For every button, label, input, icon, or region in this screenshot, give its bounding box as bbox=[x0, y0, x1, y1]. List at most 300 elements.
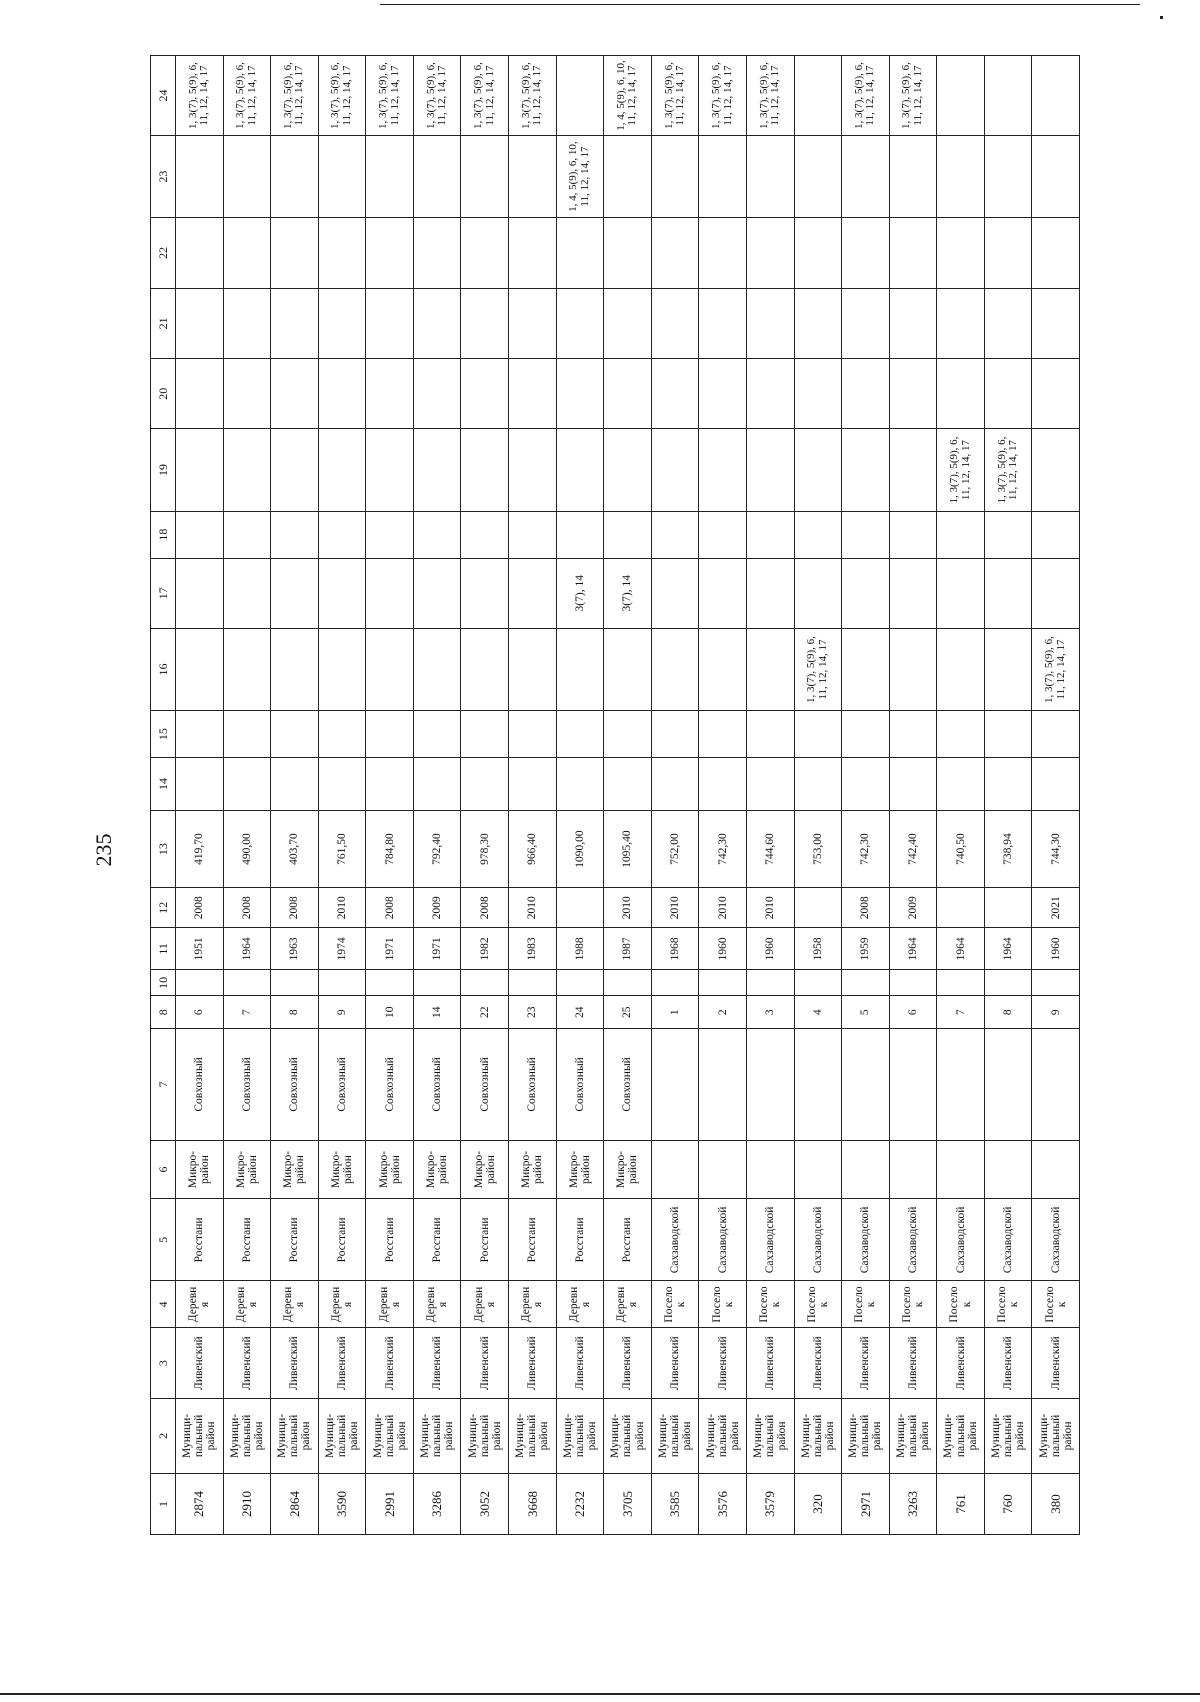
table-cell: 2009 bbox=[889, 888, 937, 928]
table-cell: 1971 bbox=[413, 928, 461, 970]
table-cell bbox=[842, 628, 890, 710]
table-cell bbox=[223, 288, 271, 358]
table-cell: Муници-пальный район bbox=[509, 1398, 557, 1473]
table-cell: 1959 bbox=[842, 928, 890, 970]
table-cell bbox=[1032, 558, 1080, 628]
table-cell bbox=[699, 429, 747, 511]
table-cell: Микро-район bbox=[176, 1140, 224, 1199]
table-cell: Ливенский bbox=[318, 1328, 366, 1398]
table-cell bbox=[889, 218, 937, 288]
table-cell: 1951 bbox=[176, 928, 224, 970]
table-cell bbox=[746, 758, 794, 811]
table-cell bbox=[271, 558, 319, 628]
table-cell bbox=[1032, 1029, 1080, 1141]
table-cell bbox=[1032, 218, 1080, 288]
table-cell bbox=[556, 628, 604, 710]
table-cell: 1964 bbox=[937, 928, 985, 970]
table-cell: 403,70 bbox=[271, 810, 319, 887]
table-cell bbox=[461, 511, 509, 558]
table-cell: Сахзаводской bbox=[794, 1199, 842, 1281]
table-cell bbox=[176, 558, 224, 628]
table-cell bbox=[176, 136, 224, 218]
table-cell bbox=[176, 218, 224, 288]
table-cell bbox=[413, 429, 461, 511]
table-cell bbox=[556, 511, 604, 558]
table-cell bbox=[937, 711, 985, 758]
table-cell bbox=[223, 136, 271, 218]
table-cell: 2864 bbox=[271, 1473, 319, 1534]
table-cell: Ливенский bbox=[604, 1328, 652, 1398]
table-cell bbox=[271, 288, 319, 358]
table-cell: Деревня bbox=[413, 1281, 461, 1328]
table-cell: Поселок bbox=[984, 1281, 1032, 1328]
table-body bbox=[176, 56, 1080, 1535]
table-cell: 6 bbox=[889, 996, 937, 1029]
table-cell: Деревня bbox=[366, 1281, 414, 1328]
table-row bbox=[937, 56, 985, 1535]
table-cell bbox=[556, 56, 604, 136]
table-cell bbox=[937, 136, 985, 218]
table-cell bbox=[461, 359, 509, 429]
table-cell: 1960 bbox=[746, 928, 794, 970]
table-cell bbox=[984, 758, 1032, 811]
table-cell: 760 bbox=[984, 1473, 1032, 1534]
table-cell: 1964 bbox=[223, 928, 271, 970]
table-cell: 744,60 bbox=[746, 810, 794, 887]
table-cell: 2008 bbox=[366, 888, 414, 928]
table-cell: 753,00 bbox=[794, 810, 842, 887]
column-header: 17 bbox=[151, 558, 176, 628]
table-cell bbox=[984, 970, 1032, 996]
table-cell bbox=[271, 429, 319, 511]
table-cell bbox=[318, 136, 366, 218]
table-cell: Совхозный bbox=[366, 1029, 414, 1141]
table-cell bbox=[413, 359, 461, 429]
table-cell: Совхозный bbox=[271, 1029, 319, 1141]
table-cell: Совхозный bbox=[223, 1029, 271, 1141]
table-cell: Ливенский bbox=[223, 1328, 271, 1398]
table-cell bbox=[223, 429, 271, 511]
table-cell bbox=[604, 511, 652, 558]
table-cell bbox=[984, 511, 1032, 558]
table-cell: 1, 3(7), 5(9), 6, 11, 12, 14, 17 bbox=[794, 628, 842, 710]
table-cell: 784,80 bbox=[366, 810, 414, 887]
table-cell bbox=[699, 628, 747, 710]
table-cell bbox=[937, 511, 985, 558]
table-cell bbox=[937, 1140, 985, 1199]
table-cell bbox=[509, 711, 557, 758]
table-cell bbox=[413, 288, 461, 358]
column-header: 3 bbox=[151, 1328, 176, 1398]
table-cell: Муници-пальный район bbox=[651, 1398, 699, 1473]
table-cell: Деревня bbox=[556, 1281, 604, 1328]
table-cell: 25 bbox=[604, 996, 652, 1029]
table-cell: Деревня bbox=[271, 1281, 319, 1328]
table-cell: Совхозный bbox=[176, 1029, 224, 1141]
table-cell bbox=[842, 511, 890, 558]
data-table bbox=[150, 55, 1080, 1535]
table-cell bbox=[794, 136, 842, 218]
table-cell: Муници-пальный район bbox=[176, 1398, 224, 1473]
table-cell bbox=[509, 758, 557, 811]
table-cell: Ливенский bbox=[699, 1328, 747, 1398]
table-cell bbox=[651, 758, 699, 811]
table-cell: Деревня bbox=[223, 1281, 271, 1328]
table-row bbox=[176, 56, 224, 1535]
table-row bbox=[746, 56, 794, 1535]
table-row bbox=[271, 56, 319, 1535]
table-cell: 3705 bbox=[604, 1473, 652, 1534]
table-cell: 1095,40 bbox=[604, 810, 652, 887]
table-row bbox=[842, 56, 890, 1535]
table-cell bbox=[556, 711, 604, 758]
table-cell bbox=[318, 758, 366, 811]
column-header: 7 bbox=[151, 1029, 176, 1141]
table-cell bbox=[746, 218, 794, 288]
table-cell bbox=[794, 218, 842, 288]
table-cell bbox=[556, 218, 604, 288]
table-cell bbox=[984, 56, 1032, 136]
table-cell: Ливенский bbox=[794, 1328, 842, 1398]
table-cell: 1964 bbox=[889, 928, 937, 970]
table-cell: 978,30 bbox=[461, 810, 509, 887]
table-cell bbox=[746, 711, 794, 758]
table-cell: 1, 3(7), 5(9), 6, 11, 12, 14, 17 bbox=[842, 56, 890, 136]
table-cell bbox=[842, 429, 890, 511]
table-cell bbox=[223, 970, 271, 996]
table-cell bbox=[794, 888, 842, 928]
table-cell bbox=[1032, 359, 1080, 429]
table-cell: Муници-пальный район bbox=[604, 1398, 652, 1473]
table-cell: Микро-район bbox=[461, 1140, 509, 1199]
table-row bbox=[604, 56, 652, 1535]
table-cell bbox=[937, 56, 985, 136]
table-cell bbox=[699, 511, 747, 558]
table-cell: 3286 bbox=[413, 1473, 461, 1534]
table-cell: 1 bbox=[651, 996, 699, 1029]
column-header: 18 bbox=[151, 511, 176, 558]
table-cell bbox=[651, 970, 699, 996]
table-cell: 752,00 bbox=[651, 810, 699, 887]
table-cell bbox=[984, 1029, 1032, 1141]
table-cell bbox=[842, 218, 890, 288]
table-cell: 792,40 bbox=[413, 810, 461, 887]
table-cell: 761,50 bbox=[318, 810, 366, 887]
table-cell bbox=[604, 359, 652, 429]
table-cell: 1, 3(7), 5(9), 6, 11, 12, 14, 17 bbox=[651, 56, 699, 136]
table-cell: Муници-пальный район bbox=[223, 1398, 271, 1473]
table-cell bbox=[651, 429, 699, 511]
table-cell: Совхозный bbox=[318, 1029, 366, 1141]
table-cell bbox=[794, 288, 842, 358]
table-cell bbox=[937, 218, 985, 288]
table-cell: 320 bbox=[794, 1473, 842, 1534]
table-cell: Микро-район bbox=[318, 1140, 366, 1199]
table-cell bbox=[413, 511, 461, 558]
table-cell: Ливенский bbox=[746, 1328, 794, 1398]
table-cell bbox=[794, 1029, 842, 1141]
header-row bbox=[151, 56, 176, 1535]
table-cell bbox=[366, 628, 414, 710]
table-cell bbox=[937, 359, 985, 429]
table-cell bbox=[699, 558, 747, 628]
table-cell bbox=[461, 758, 509, 811]
table-cell bbox=[746, 970, 794, 996]
table-cell bbox=[842, 1140, 890, 1199]
table-cell bbox=[937, 288, 985, 358]
table-cell: 1, 3(7), 5(9), 6, 11, 12, 14, 17 bbox=[937, 429, 985, 511]
table-cell: Росстани bbox=[366, 1199, 414, 1281]
table-cell: Муници-пальный район bbox=[461, 1398, 509, 1473]
table-cell bbox=[794, 711, 842, 758]
table-cell bbox=[937, 888, 985, 928]
table-cell bbox=[366, 136, 414, 218]
table-cell bbox=[271, 218, 319, 288]
table-cell bbox=[176, 288, 224, 358]
table-cell: 2971 bbox=[842, 1473, 890, 1534]
column-header: 4 bbox=[151, 1281, 176, 1328]
column-header: 10 bbox=[151, 970, 176, 996]
table-cell: 1, 3(7), 5(9), 6, 11, 12, 14, 17 bbox=[699, 56, 747, 136]
table-cell: Муници-пальный район bbox=[794, 1398, 842, 1473]
table-cell bbox=[746, 628, 794, 710]
table-cell bbox=[176, 628, 224, 710]
table-cell: Росстани bbox=[176, 1199, 224, 1281]
column-header: 16 bbox=[151, 628, 176, 710]
table-cell bbox=[604, 136, 652, 218]
table-row bbox=[318, 56, 366, 1535]
table-cell: Муници-пальный район bbox=[746, 1398, 794, 1473]
table-cell bbox=[556, 888, 604, 928]
table-cell: 1, 3(7), 5(9), 6, 11, 12, 14, 17 bbox=[271, 56, 319, 136]
table-cell bbox=[1032, 1140, 1080, 1199]
table-cell: Деревня bbox=[604, 1281, 652, 1328]
table-cell bbox=[842, 288, 890, 358]
table-cell bbox=[699, 1140, 747, 1199]
table-cell: 1, 4, 5(9), 6, 10, 11, 12, 14, 17 bbox=[556, 136, 604, 218]
table-cell bbox=[461, 429, 509, 511]
table-cell: 2008 bbox=[176, 888, 224, 928]
table-cell bbox=[889, 359, 937, 429]
column-header: 6 bbox=[151, 1140, 176, 1199]
table-cell: 5 bbox=[842, 996, 890, 1029]
table-cell: 966,40 bbox=[509, 810, 557, 887]
table-cell: Муници-пальный район bbox=[1032, 1398, 1080, 1473]
table-cell bbox=[794, 359, 842, 429]
table-cell: Поселок bbox=[889, 1281, 937, 1328]
table-cell: 761 bbox=[937, 1473, 985, 1534]
column-header: 12 bbox=[151, 888, 176, 928]
table-cell: 2009 bbox=[413, 888, 461, 928]
table-cell bbox=[937, 628, 985, 710]
table-row bbox=[509, 56, 557, 1535]
table-cell: Микро-район bbox=[604, 1140, 652, 1199]
table-cell: 1963 bbox=[271, 928, 319, 970]
table-cell bbox=[794, 56, 842, 136]
table-cell: 419,70 bbox=[176, 810, 224, 887]
table-cell bbox=[461, 218, 509, 288]
table-cell bbox=[984, 1140, 1032, 1199]
table-cell bbox=[318, 288, 366, 358]
table-cell bbox=[889, 288, 937, 358]
table-cell: Сахзаводской bbox=[651, 1199, 699, 1281]
table-cell: Муници-пальный район bbox=[318, 1398, 366, 1473]
table-cell: Ливенский bbox=[176, 1328, 224, 1398]
table-cell: 744,30 bbox=[1032, 810, 1080, 887]
table-cell: 2010 bbox=[509, 888, 557, 928]
table-cell bbox=[794, 1140, 842, 1199]
table-cell: Деревня bbox=[176, 1281, 224, 1328]
table-cell: Поселок bbox=[937, 1281, 985, 1328]
page-number: 235 bbox=[91, 833, 116, 867]
table-cell bbox=[1032, 429, 1080, 511]
column-header: 15 bbox=[151, 711, 176, 758]
table-cell: 1, 3(7), 5(9), 6, 11, 12, 14, 17 bbox=[223, 56, 271, 136]
table-cell bbox=[1032, 136, 1080, 218]
table-cell bbox=[699, 758, 747, 811]
table-cell bbox=[984, 628, 1032, 710]
table-cell bbox=[366, 359, 414, 429]
table-cell bbox=[604, 288, 652, 358]
table-cell: Ливенский bbox=[1032, 1328, 1080, 1398]
table-cell bbox=[937, 970, 985, 996]
table-cell: Ливенский bbox=[984, 1328, 1032, 1398]
table-cell bbox=[889, 136, 937, 218]
table-cell bbox=[223, 511, 271, 558]
table-cell: Поселок bbox=[842, 1281, 890, 1328]
table-cell: Микро-район bbox=[556, 1140, 604, 1199]
table-cell bbox=[318, 711, 366, 758]
table-row bbox=[461, 56, 509, 1535]
table-cell: 1958 bbox=[794, 928, 842, 970]
table-cell: 380 bbox=[1032, 1473, 1080, 1534]
table-cell: Совхозный bbox=[509, 1029, 557, 1141]
table-cell bbox=[318, 429, 366, 511]
column-header: 20 bbox=[151, 359, 176, 429]
table-cell bbox=[651, 1029, 699, 1141]
table-cell bbox=[413, 558, 461, 628]
table-cell: 2008 bbox=[461, 888, 509, 928]
table-cell: Сахзаводской bbox=[746, 1199, 794, 1281]
column-header: 22 bbox=[151, 218, 176, 288]
table-cell: 3263 bbox=[889, 1473, 937, 1534]
table-cell: Деревня bbox=[461, 1281, 509, 1328]
table-cell: Ливенский bbox=[366, 1328, 414, 1398]
table-cell: 4 bbox=[794, 996, 842, 1029]
table-cell: Деревня bbox=[318, 1281, 366, 1328]
table-cell bbox=[651, 511, 699, 558]
table-cell bbox=[556, 288, 604, 358]
table-cell bbox=[746, 359, 794, 429]
table-cell: Ливенский bbox=[509, 1328, 557, 1398]
column-header: 5 bbox=[151, 1199, 176, 1281]
table-cell bbox=[366, 429, 414, 511]
table-cell bbox=[1032, 711, 1080, 758]
table-cell: 2010 bbox=[746, 888, 794, 928]
table-cell bbox=[651, 558, 699, 628]
table-cell: Муници-пальный район bbox=[556, 1398, 604, 1473]
table-cell bbox=[842, 136, 890, 218]
table-cell bbox=[413, 970, 461, 996]
column-header: 24 bbox=[151, 56, 176, 136]
table-cell: Поселок bbox=[1032, 1281, 1080, 1328]
table-cell: Ливенский bbox=[651, 1328, 699, 1398]
table-cell bbox=[318, 558, 366, 628]
table-cell bbox=[413, 628, 461, 710]
table-cell bbox=[366, 288, 414, 358]
table-cell bbox=[604, 711, 652, 758]
table-cell: 742,30 bbox=[699, 810, 747, 887]
table-cell bbox=[746, 558, 794, 628]
table-cell bbox=[271, 711, 319, 758]
table-cell bbox=[318, 511, 366, 558]
table-cell: 2010 bbox=[651, 888, 699, 928]
table-cell: 3668 bbox=[509, 1473, 557, 1534]
table-cell bbox=[699, 359, 747, 429]
table-cell bbox=[223, 758, 271, 811]
table-cell: Росстани bbox=[461, 1199, 509, 1281]
table-cell bbox=[1032, 56, 1080, 136]
table-row bbox=[889, 56, 937, 1535]
table-cell: 1, 3(7), 5(9), 6, 11, 12, 14, 17 bbox=[1032, 628, 1080, 710]
table-cell bbox=[746, 288, 794, 358]
table-cell bbox=[889, 511, 937, 558]
table-cell: Росстани bbox=[604, 1199, 652, 1281]
table-cell: 8 bbox=[271, 996, 319, 1029]
table-cell bbox=[509, 429, 557, 511]
table-cell bbox=[176, 429, 224, 511]
scan-dot bbox=[1160, 16, 1163, 19]
table-cell: 1, 3(7), 5(9), 6, 11, 12, 14, 17 bbox=[889, 56, 937, 136]
table-cell bbox=[176, 970, 224, 996]
table-cell bbox=[366, 558, 414, 628]
table-cell bbox=[366, 758, 414, 811]
table-cell: Ливенский bbox=[413, 1328, 461, 1398]
table-cell bbox=[223, 711, 271, 758]
table-cell bbox=[889, 558, 937, 628]
table-cell: 3052 bbox=[461, 1473, 509, 1534]
table-cell: Микро-район bbox=[366, 1140, 414, 1199]
table-cell bbox=[794, 758, 842, 811]
table-cell: 1960 bbox=[1032, 928, 1080, 970]
table-cell: Муници-пальный район bbox=[699, 1398, 747, 1473]
table-cell bbox=[318, 970, 366, 996]
table-cell: 1, 3(7), 5(9), 6, 11, 12, 14, 17 bbox=[746, 56, 794, 136]
table-cell bbox=[984, 288, 1032, 358]
table-row bbox=[223, 56, 271, 1535]
table-cell bbox=[842, 970, 890, 996]
column-header: 23 bbox=[151, 136, 176, 218]
table-cell: Сахзаводской bbox=[889, 1199, 937, 1281]
table-cell: 740,50 bbox=[937, 810, 985, 887]
table-cell: Поселок bbox=[651, 1281, 699, 1328]
table-cell: 738,94 bbox=[984, 810, 1032, 887]
table-cell: 3576 bbox=[699, 1473, 747, 1534]
table-cell bbox=[699, 218, 747, 288]
table-cell: 490,00 bbox=[223, 810, 271, 887]
table-cell bbox=[509, 136, 557, 218]
table-cell: 1, 3(7), 5(9), 6, 11, 12, 14, 17 bbox=[366, 56, 414, 136]
table-cell bbox=[699, 1029, 747, 1141]
table-cell bbox=[413, 136, 461, 218]
table-cell bbox=[556, 758, 604, 811]
table-cell bbox=[366, 511, 414, 558]
table-cell bbox=[889, 711, 937, 758]
table-cell bbox=[509, 558, 557, 628]
table-cell bbox=[984, 888, 1032, 928]
table-cell bbox=[556, 359, 604, 429]
table-cell: 1, 4, 5(9), 6, 10, 11, 12, 14, 17 bbox=[604, 56, 652, 136]
